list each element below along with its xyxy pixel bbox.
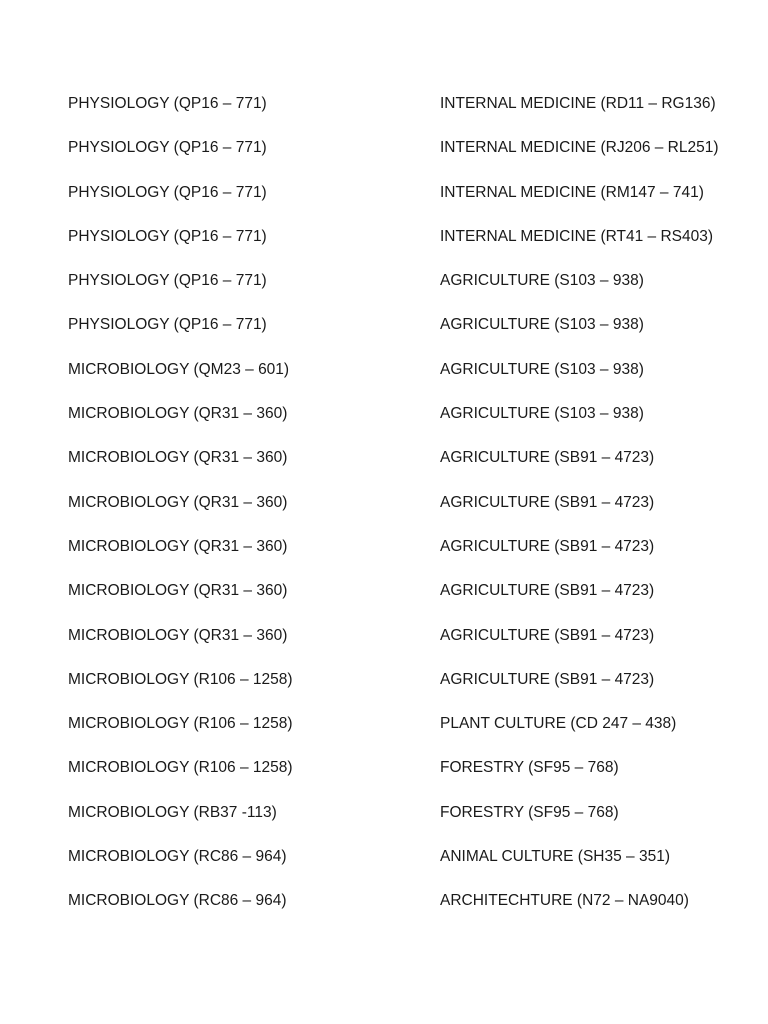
list-item: PLANT CULTURE (CD 247 – 438) [440,715,677,733]
list-item: INTERNAL MEDICINE (RT41 – RS403) [440,227,714,245]
list-item: AGRICULTURE (SB91 – 4723) [440,449,655,467]
list-item: MICROBIOLOGY (QR31 – 360) [68,405,288,423]
list-item: MICROBIOLOGY (R106 – 1258) [68,670,293,688]
list-item: MICROBIOLOGY (QR31 – 360) [68,626,288,644]
right-column-list [440,92,760,934]
list-item: MICROBIOLOGY (QM23 – 601) [68,360,290,378]
list-item: MICROBIOLOGY (QR31 – 360) [68,493,288,511]
list-item: AGRICULTURE (S103 – 938) [440,405,644,423]
list-item: MICROBIOLOGY (R106 – 1258) [68,759,293,777]
list-item: AGRICULTURE (SB91 – 4723) [440,670,655,688]
list-item: ANIMAL CULTURE (SH35 – 351) [440,848,670,866]
list-item: MICROBIOLOGY (QR31 – 360) [68,582,288,600]
list-item: AGRICULTURE (S103 – 938) [440,316,644,334]
list-item: ARCHITECHTURE (N72 – NA9040) [440,892,689,910]
list-item: PHYSIOLOGY (QP16 – 771) [68,227,267,245]
list-item: MICROBIOLOGY (QR31 – 360) [68,449,288,467]
list-item: PHYSIOLOGY (QP16 – 771) [68,316,267,334]
list-item: AGRICULTURE (SB91 – 4723) [440,626,655,644]
list-item: AGRICULTURE (SB91 – 4723) [440,493,655,511]
list-item: PHYSIOLOGY (QP16 – 771) [68,95,267,112]
list-item: PHYSIOLOGY (QP16 – 771) [68,139,267,157]
left-column-list [68,92,408,934]
list-item: INTERNAL MEDICINE (RM147 – 741) [440,183,704,201]
list-item: MICROBIOLOGY (RC86 – 964) [68,848,287,866]
list-item: FORESTRY (SF95 – 768) [440,803,619,821]
list-item: AGRICULTURE (SB91 – 4723) [440,582,655,600]
list-item: AGRICULTURE (SB91 – 4723) [440,537,655,555]
list-item: INTERNAL MEDICINE (RD11 – RG136) [440,95,716,112]
list-item: PHYSIOLOGY (QP16 – 771) [68,183,267,201]
list-item: AGRICULTURE (S103 – 938) [440,272,644,290]
list-item: FORESTRY (SF95 – 768) [440,759,619,777]
list-item: MICROBIOLOGY (RB37 -113) [68,803,277,821]
list-item: MICROBIOLOGY (R106 – 1258) [68,715,293,733]
list-item: MICROBIOLOGY (RC86 – 964) [68,892,287,910]
list-item: INTERNAL MEDICINE (RJ206 – RL251) [440,139,719,157]
list-item: PHYSIOLOGY (QP16 – 771) [68,272,267,290]
list-item: AGRICULTURE (S103 – 938) [440,360,644,378]
list-item: MICROBIOLOGY (QR31 – 360) [68,537,288,555]
